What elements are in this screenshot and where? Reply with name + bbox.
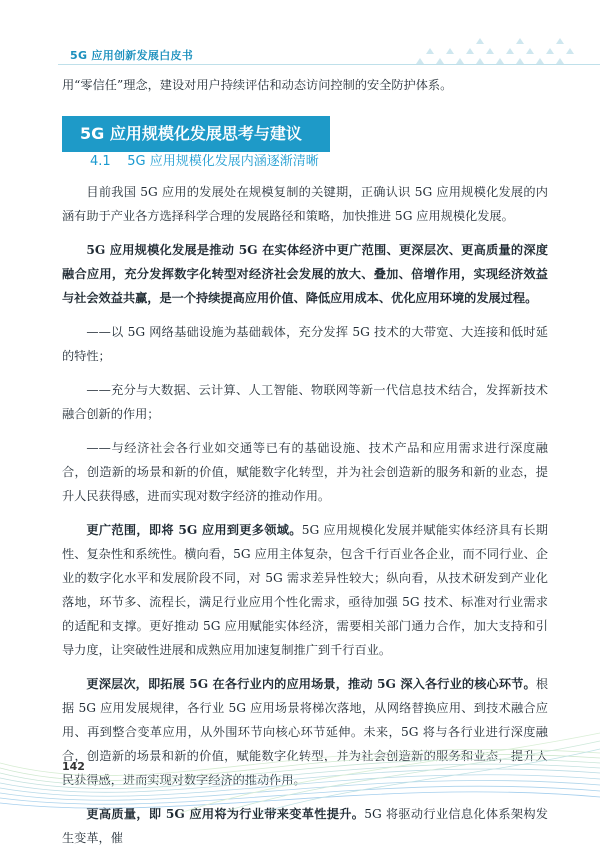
paragraph-5: ——与经济社会各行业如交通等已有的基础设施、技术产品和应用需求进行深度融合，创造新的场景和新的价值，赋能数字化转型，并为社会创造新的服务和新的业态，提升人民获得感，进而实现对数字经济的推动作用。 — [62, 441, 548, 503]
paragraph-8-body: 5G 将驱动行业信息化体系架构发生变革，催 — [62, 807, 548, 845]
subsection-title: 5G 应用规模化发展内涵逐渐清晰 — [127, 154, 319, 169]
paragraph-6-lead: 更广范围，即将 5G 应用到更多领域。 — [86, 523, 302, 537]
page-number: 142 — [62, 760, 85, 773]
footer-wave-decoration — [0, 693, 600, 813]
header-decoration — [360, 20, 580, 70]
subsection-heading — [90, 150, 319, 169]
paragraph-3: ——以 5G 网络基础设施为基础载体，充分发挥 5G 技术的大带宽、大连接和低时延的特性； — [62, 325, 548, 363]
paragraph-7-body: 根据 5G 应用发展规律，各行业 5G 应用场景将梯次落地，从网络替换应用、到技术融合应用、再到整合变革应用，从外围环节向核心环节延伸。未来，5G 将与各行业进行深度融合，创造新的场景和新的价值，赋能数字化转型，并为社会创造新的服务和业态，提升人民获得感，进而实现对数字经济的推动作用。 — [62, 677, 548, 787]
paragraph-4: ——充分与大数据、云计算、人工智能、物联网等新一代信息技术结合，发挥新技术融合创新的作用； — [62, 383, 548, 421]
intro-paragraph: 用“零信任”理念，建设对用户持续评估和动态访问控制的安全防护体系。 — [62, 78, 453, 92]
subsection-number: 4.1 — [90, 154, 111, 169]
paragraph-6-body: 5G 应用规模化发展并赋能实体经济具有长期性、复杂性和系统性。横向看，5G 应用主体复杂，包含千行百业各企业，而不同行业、企业的数字化水平和发展阶段不同，对 5G 需求差异性较大；纵向看，从技术研发到产业化落地，环节多、流程长，满足行业应用个性化需求，亟待加强 5G 技术、标准对行业需求的适配和支撑。更好推动 5G 应用赋能实体经济，需要相关部门通力合作，加大支持和引导力度，让突破性进展和成熟应用加速复制推广到千行百业。 — [62, 523, 548, 657]
running-header-title: 5G 应用创新发展白皮书 — [70, 49, 194, 62]
header-divider — [58, 64, 600, 65]
paragraph-7-lead: 更深层次，即拓展 5G 在各行业内的应用场景，推动 5G 深入各行业的核心环节。 — [86, 677, 536, 691]
paragraph-6 — [62, 518, 548, 662]
paragraph-2: 5G 应用规模化发展是推动 5G 在实体经济中更广范围、更深层次、更高质量的深度融合应用，充分发挥数字化转型对经济社会发展的放大、叠加、倍增作用，实现经济效益与社会效益共赢，是一个持续提高应用价值、降低应用成本、优化应用环境的发展过程。 — [62, 243, 548, 305]
intro-block — [62, 73, 548, 97]
paragraph-1: 目前我国 5G 应用的发展处在规模复制的关键期，正确认识 5G 应用规模化发展的内涵有助于产业各方选择科学合理的发展路径和策略，加快推进 5G 应用规模化发展。 — [62, 185, 548, 223]
paragraph-8-lead: 更高质量，即 5G 应用将为行业带来变革性提升。 — [86, 807, 365, 821]
section-heading: 5G 应用规模化发展思考与建议 — [62, 116, 330, 152]
